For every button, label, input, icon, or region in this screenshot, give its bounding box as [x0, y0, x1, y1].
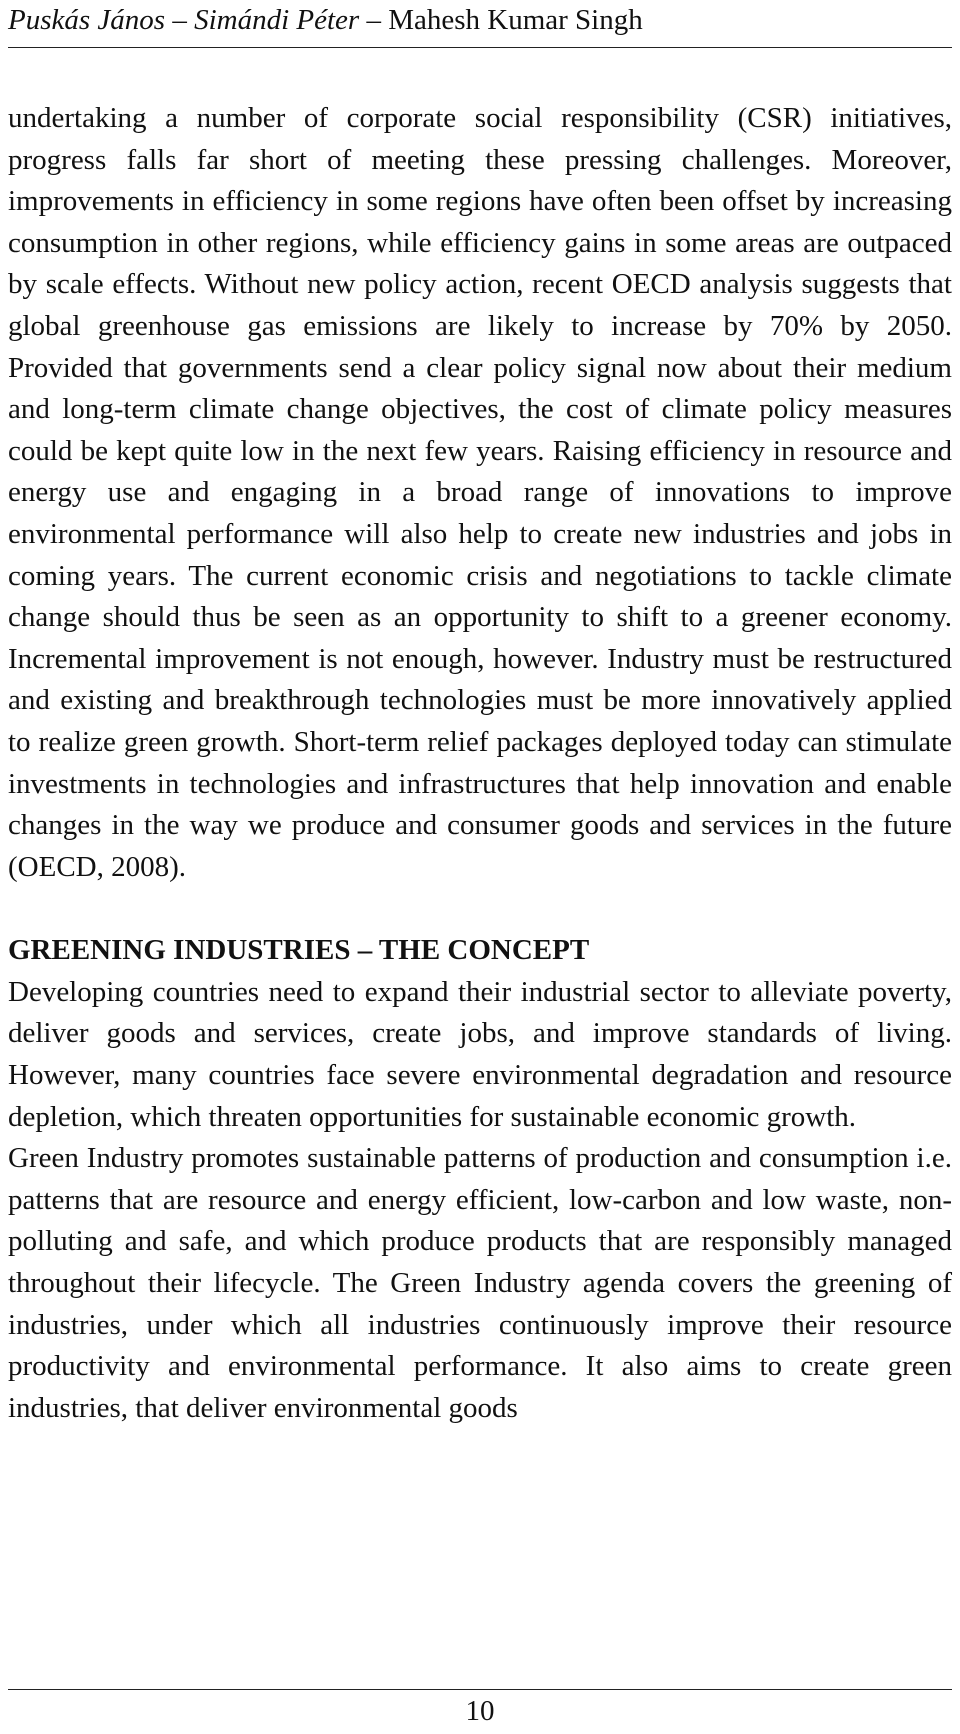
section-heading: GREENING INDUSTRIES – THE CONCEPT — [8, 934, 590, 967]
page-number: 10 — [465, 1695, 495, 1727]
footer-divider — [8, 1689, 952, 1690]
page-body — [8, 98, 952, 1429]
running-head — [8, 2, 952, 38]
header-divider — [8, 47, 952, 48]
author-name: Simándi Péter — [194, 4, 360, 36]
author-separator: – — [165, 4, 195, 36]
body-paragraph: undertaking a number of corporate social responsibility (CSR) initiatives, progress falls far short of meeting these pressing challenges. Moreover, improvements in efficiency in some regions have often been offset by increasing consumption in other regions, while efficiency gains in some areas are outpaced by scale effects. Without new policy action, recent OECD analysis suggests that global greenhouse gas emissions are likely to increase by 70% by 2050. Provided that governments send a clear policy signal now about their medium and long-term climate change objectives, the cost of climate policy measures could be kept quite low in the next few years. Raising efficiency in resource and energy use and engaging in a broad range of innovations to improve environmental performance will also help to create new industries and jobs in coming years. The current economic crisis and negotiations to tackle climate change should thus be seen as an opportunity to shift to a greener economy. Incremental improvement is not enough, however. Industry must be restructured and existing and breakthrough technologies must be more innovatively applied to realize green growth. Short-term relief packages deployed today can stimulate investments in technologies and infrastructures that help innovation and enable changes in the way we produce and consumer goods and services in the future (OECD, 2008). — [8, 102, 952, 883]
author-name: Puskás János — [8, 4, 166, 36]
author-name: Mahesh Kumar Singh — [388, 4, 643, 36]
body-paragraph: Developing countries need to expand their industrial sector to alleviate poverty, deliver goods and services, create jobs, and improve standards of living. However, many countries face severe environmental degradation and resource depletion, which threaten opportunities for sustainable economic growth. — [8, 975, 952, 1133]
author-separator: – — [359, 4, 389, 36]
body-paragraph: Green Industry promotes sustainable patterns of production and consumption i.e. patterns that are resource and energy efficient, low-carbon and low waste, non-polluting and safe, and which produce products that are responsibly managed throughout their lifecycle. The Green Industry agenda covers the greening of industries, under which all industries continuously improve their resource productivity and environmental performance. It also aims to create green industries, that deliver environmental goods — [8, 1142, 952, 1424]
